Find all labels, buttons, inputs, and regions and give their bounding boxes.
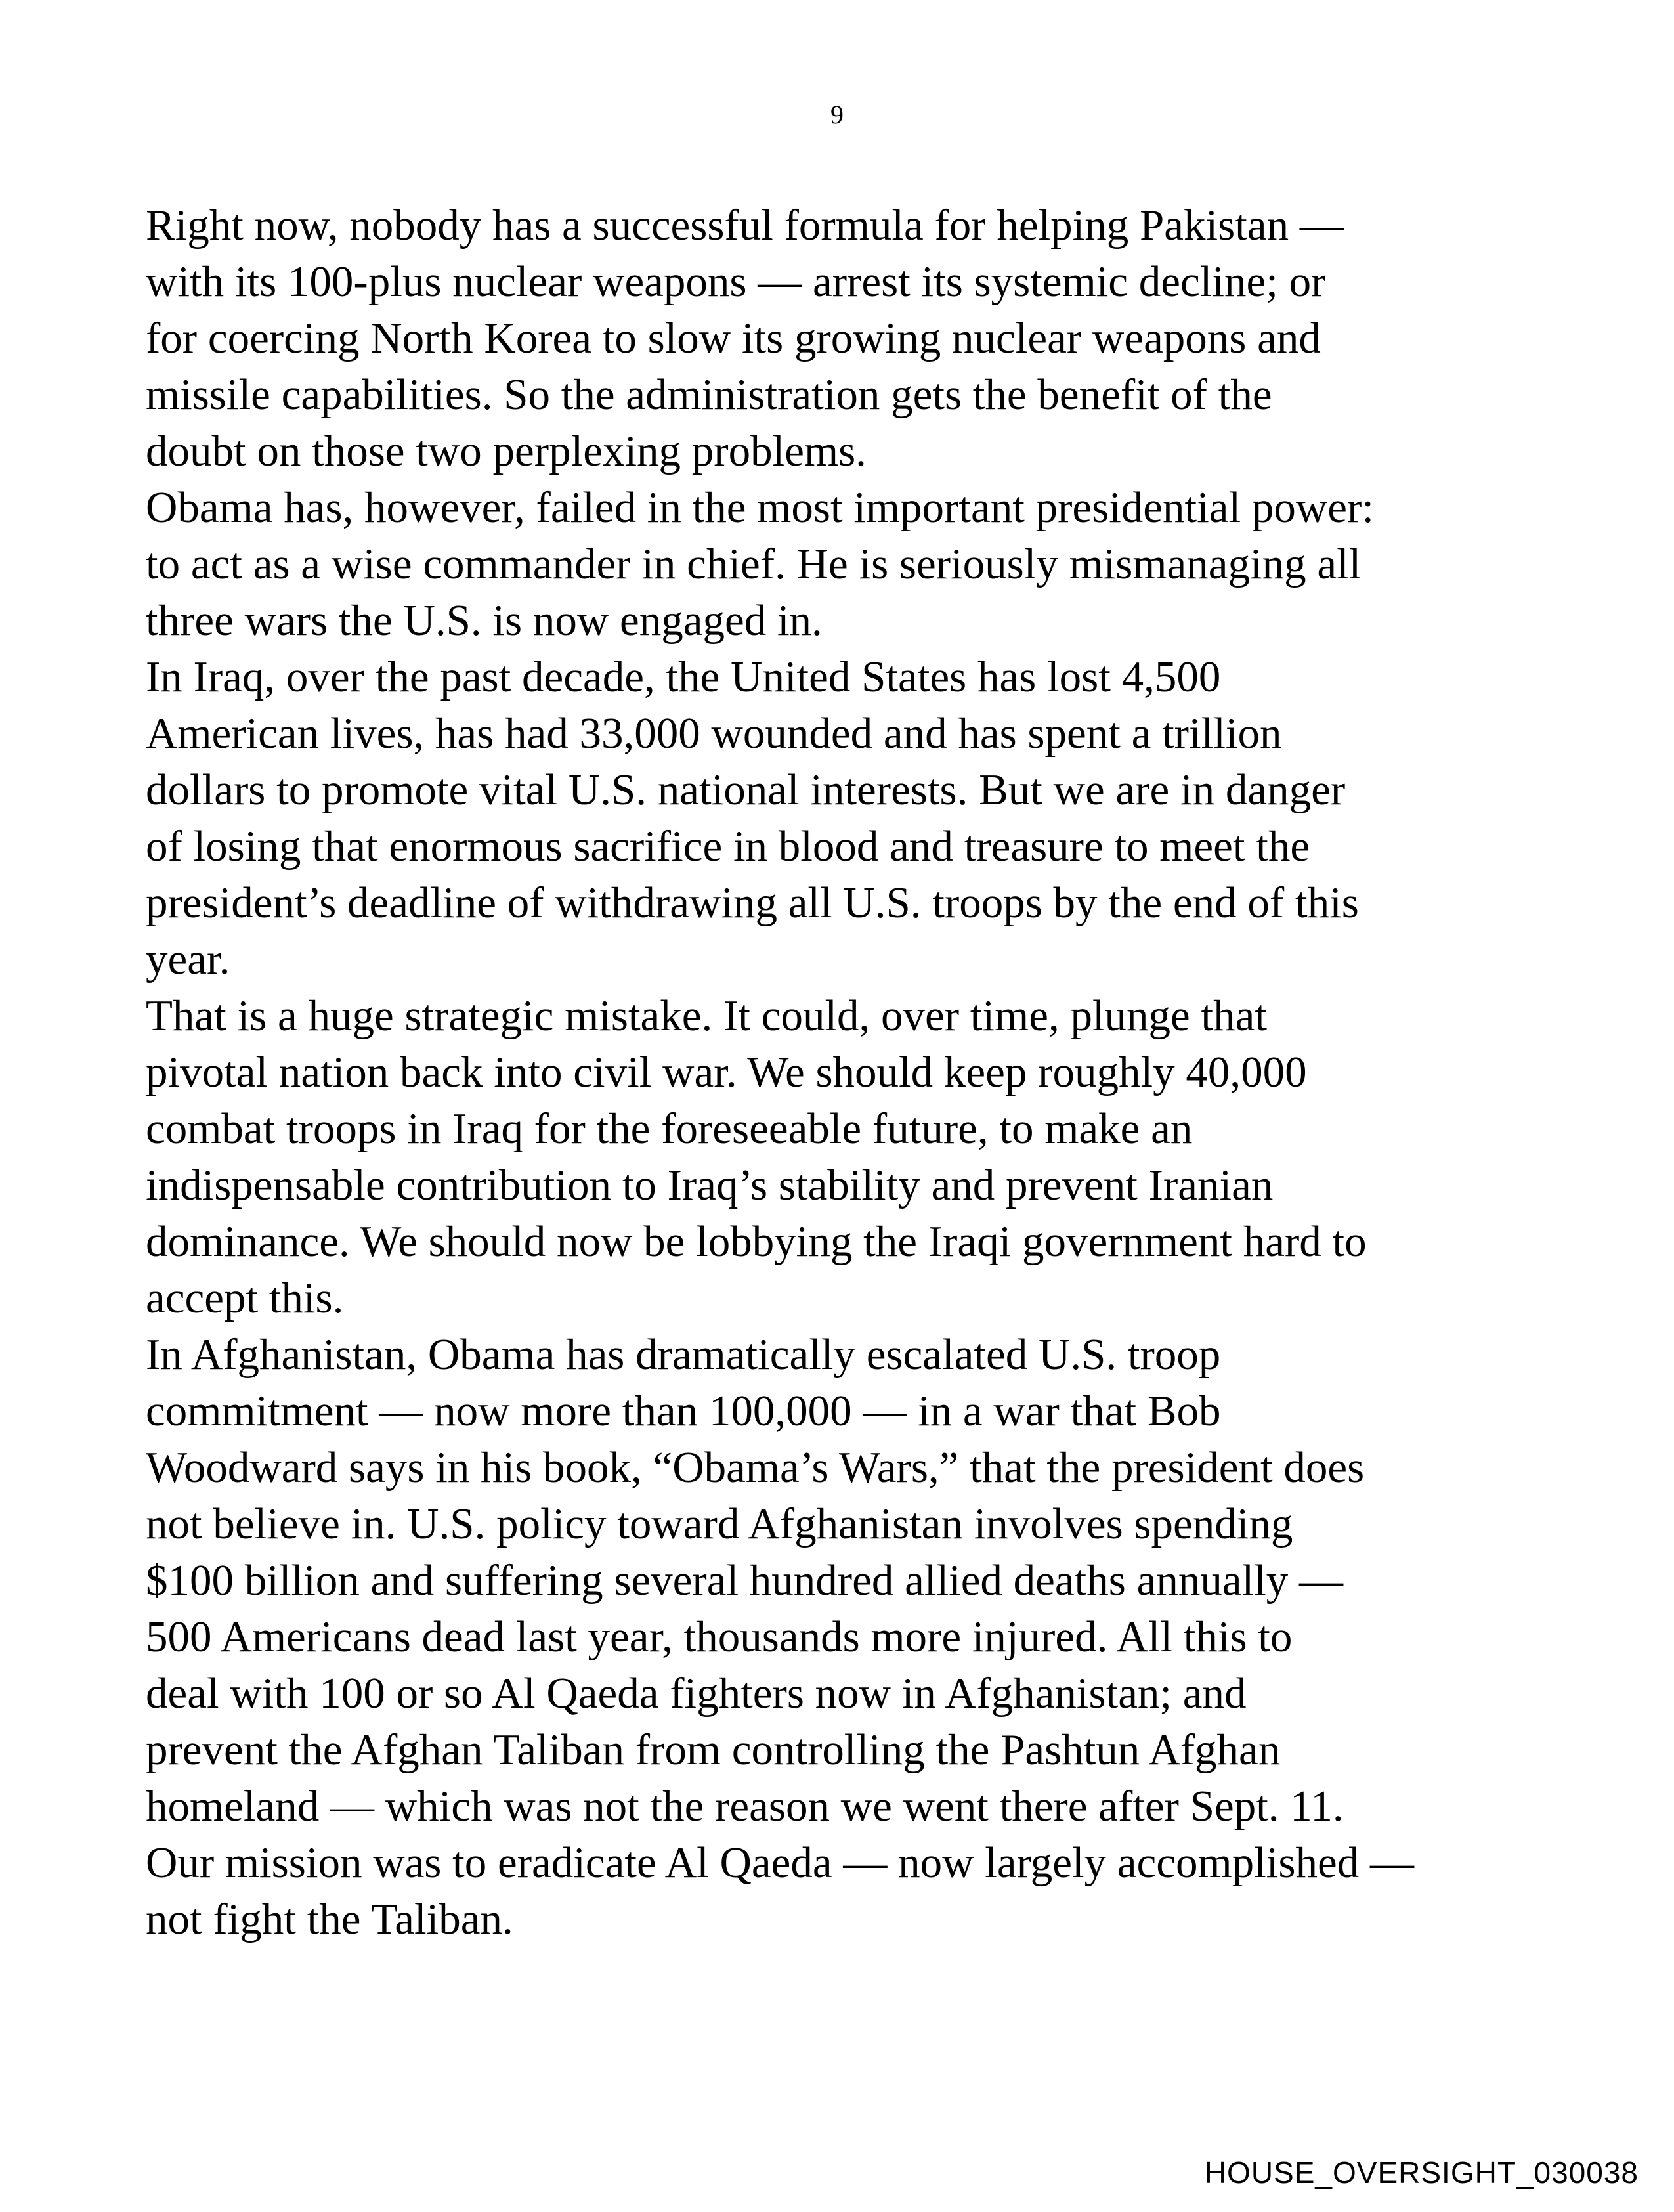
text-line: president’s deadline of withdrawing all U.S. troops by the end of this [146, 878, 1359, 927]
paragraph-5 [146, 1326, 1590, 1947]
paragraph-3 [146, 649, 1590, 987]
text-line: doubt on those two perplexing problems. [146, 427, 867, 475]
text-line: prevent the Afghan Taliban from controlling the Pashtun Afghan [146, 1725, 1281, 1774]
text-line: missile capabilities. So the administration gets the benefit of the [146, 370, 1272, 419]
text-line: homeland — which was not the reason we went there after Sept. 11. [146, 1782, 1344, 1831]
text-line: of losing that enormous sacrifice in blood and treasure to meet the [146, 822, 1310, 871]
article-body [146, 197, 1590, 1947]
text-line: Woodward says in his book, “Obama’s Wars,” that the president does [146, 1443, 1365, 1492]
paragraph-4 [146, 987, 1590, 1326]
text-line: American lives, has had 33,000 wounded and has spent a trillion [146, 709, 1282, 758]
page-number: 9 [830, 100, 844, 129]
paragraph-2 [146, 479, 1590, 649]
text-line: year. [146, 935, 230, 984]
text-line: not fight the Taliban. [146, 1895, 513, 1943]
text-line: commitment — now more than 100,000 — in a war that Bob [146, 1387, 1221, 1435]
text-line: $100 billion and suffering several hundred allied deaths annually — [146, 1556, 1344, 1605]
text-line: That is a huge strategic mistake. It could, over time, plunge that [146, 991, 1268, 1040]
text-line: deal with 100 or so Al Qaeda fighters now in Afghanistan; and [146, 1669, 1247, 1718]
text-line: dollars to promote vital U.S. national interests. But we are in danger [146, 766, 1346, 814]
text-line: for coercing North Korea to slow its growing nuclear weapons and [146, 314, 1321, 362]
text-line: dominance. We should now be lobbying the Iraqi government hard to [146, 1217, 1367, 1266]
text-line: accept this. [146, 1274, 344, 1322]
text-line: three wars the U.S. is now engaged in. [146, 596, 823, 645]
text-line: Our mission was to eradicate Al Qaeda — now largely accomplished — [146, 1838, 1414, 1887]
text-line: indispensable contribution to Iraq’s stability and prevent Iranian [146, 1161, 1274, 1209]
text-line: Obama has, however, failed in the most important presidential power: [146, 483, 1374, 532]
text-line: 500 Americans dead last year, thousands more injured. All this to [146, 1613, 1293, 1661]
text-line: not believe in. U.S. policy toward Afghanistan involves spending [146, 1500, 1293, 1548]
text-line: In Iraq, over the past decade, the United States has lost 4,500 [146, 653, 1221, 701]
text-line: pivotal nation back into civil war. We should keep roughly 40,000 [146, 1048, 1307, 1096]
text-line: Right now, nobody has a successful formula for helping Pakistan — [146, 201, 1344, 249]
text-line: In Afghanistan, Obama has dramatically escalated U.S. troop [146, 1330, 1221, 1379]
text-line: combat troops in Iraq for the foreseeable future, to make an [146, 1104, 1193, 1153]
text-line: with its 100-plus nuclear weapons — arrest its systemic decline; or [146, 257, 1326, 306]
text-line: to act as a wise commander in chief. He is seriously mismanaging all [146, 540, 1362, 588]
bates-number: HOUSE_OVERSIGHT_030038 [1204, 2156, 1639, 2190]
paragraph-1 [146, 197, 1590, 479]
